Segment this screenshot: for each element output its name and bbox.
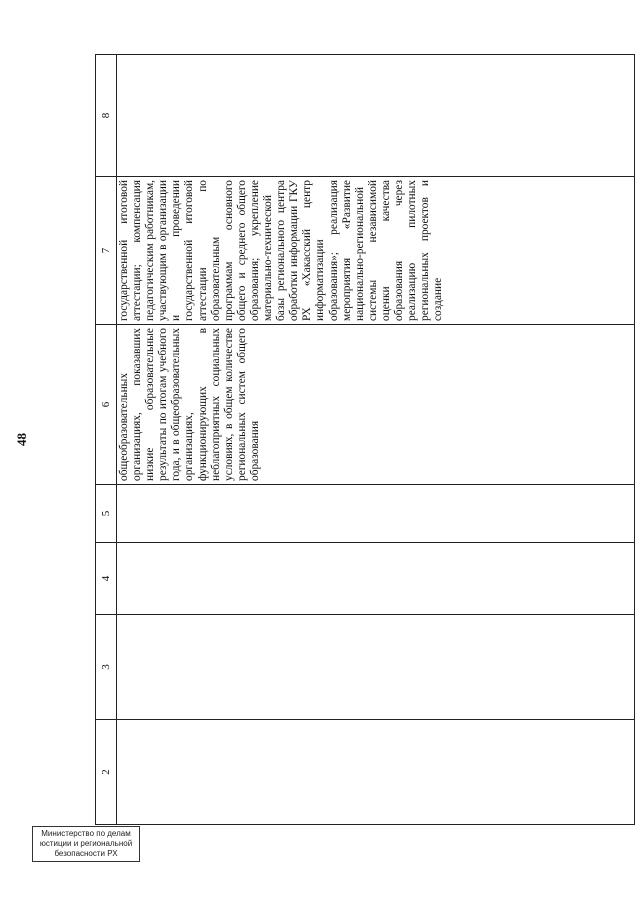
column-header: 6	[96, 325, 117, 485]
cell-col6: общеобразовательных организациях, показавших низкие образовательные результаты по итогам учебного года, и в общеобразовательных организациях, функционирующих в неблагоприятных социальных условиях, в общем количестве региональных систем общего образования	[117, 325, 635, 485]
cell-col5	[117, 485, 635, 543]
column-header: 4	[96, 543, 117, 615]
column-header: 2	[96, 720, 117, 825]
column-header: 5	[96, 485, 117, 543]
cell-col3	[117, 615, 635, 720]
column-header: 8	[96, 55, 117, 177]
column-header: 3	[96, 615, 117, 720]
page-number: 48	[14, 433, 29, 446]
table-row	[117, 55, 635, 825]
cell-col7: государственной итоговой аттестации; компенсация педагогическим работникам, участвующим в организации и проведении государственной итоговой аттестации по образовательным программам основного общего и среднего общего образования; укрепление материально-технической базы регионального центра обработки информации ГКУ РХ «Хакасский центр информатизации образования»; реализация мероприятия «Развитие национально-региональной системы независимой оценки качества образования через реализацию пилотных региональных проектов и создание	[117, 177, 635, 325]
cell-col8	[117, 55, 635, 177]
column-header: 7	[96, 177, 117, 325]
rotated-table-sheet	[95, 55, 635, 825]
header-row	[96, 55, 117, 825]
cell-col2	[117, 720, 635, 825]
data-table	[95, 54, 635, 825]
cell-col4	[117, 543, 635, 615]
registration-stamp: Министерство по делам юстиции и региональной безопасности РХ	[32, 826, 140, 862]
